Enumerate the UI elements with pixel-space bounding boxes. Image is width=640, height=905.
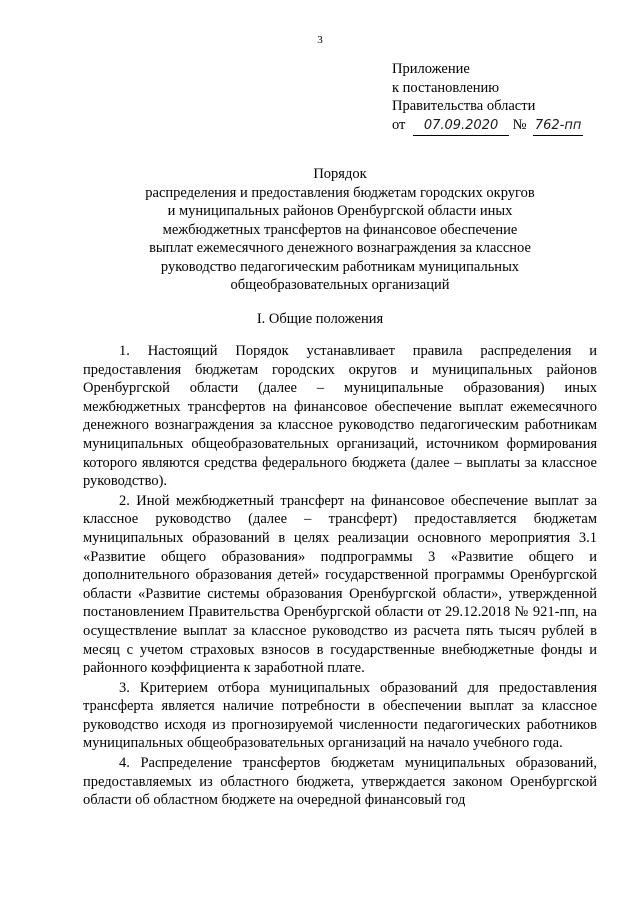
document-body	[83, 342, 597, 811]
title-line: руководство педагогическим работникам муниципальных	[160, 258, 520, 275]
title-line: выплат ежемесячного денежного вознаграждения за классное	[149, 240, 531, 256]
document-title	[96, 165, 584, 295]
paragraph-4: 4. Распределение трансфертов бюджетам муниципальных образований, предоставляемых из областного бюджета, утверждается законом Оренбургской области об областном бюджете на очередной финансовый год	[83, 755, 597, 809]
paragraph-2: 2. Иной межбюджетный трансферт на финансовое обеспечение выплат за классное руководство (далее – трансферт) предоставляется бюджетам муниципальных образований в целях реализации основного мероприятия 3.1 «Развитие общего образования» подпрограммы 3 «Развитие общего и дополнительного образования детей» государственной программы Оренбургской области «Развитие системы образования Оренбургской области», утвержденной постановлением Правительства Оренбургской области от 29.12.2018 № 921-пп, на осуществление выплат за классное руководство из расчета пять тысяч рублей в месяц с учетом страховых взносов в государственные внебюджетные фонды и районного коэффициента к заработной плате.	[83, 492, 597, 677]
title-line: и муниципальных районов Оренбургской области иных	[167, 203, 513, 219]
date-prefix: от	[392, 116, 406, 133]
number-field	[533, 116, 583, 137]
paragraph-1: 1. Настоящий Порядок устанавливает правила распределения и предоставления бюджетам городских округов и муниципальных районов Оренбургской области (далее – муниципальные образования) иных межбюджетных трансфертов на финансовое обеспечение выплат ежемесячного денежного вознаграждения за классное руководство педагогическим работникам муниципальных общеобразовательных организаций, источником формирования которого являются средства федерального бюджета (далее – выплаты за классное руководство).	[83, 343, 597, 490]
handwritten-number: 762-пп	[534, 117, 582, 133]
date-field	[413, 116, 509, 137]
paragraph-3: 3. Критерием отбора муниципальных образований для предоставления трансферта является наличие потребности в обеспечении выплат за классное руководство исходя из прогнозируемой численности педагогических работников муниципальных общеобразовательных организаций на начало учебного года.	[83, 679, 597, 752]
section-heading: I. Общие положения	[256, 311, 384, 327]
title-line: Порядок	[313, 166, 367, 182]
title-line: общеобразовательных организаций	[230, 277, 450, 293]
appendix-title: Приложение	[392, 61, 470, 77]
page-number: 3	[317, 34, 323, 46]
number-prefix: №	[512, 116, 527, 133]
handwritten-date: 07.09.2020	[423, 117, 499, 133]
title-line: распределения и предоставления бюджетам городских округов	[145, 184, 535, 201]
appendix-line-resolution: к постановлению	[392, 79, 500, 96]
title-line: межбюджетных трансфертов на финансовое обеспечение	[162, 221, 518, 238]
appendix-block	[392, 60, 583, 136]
appendix-date-line	[392, 116, 583, 137]
appendix-line-government: Правительства области	[392, 98, 536, 114]
